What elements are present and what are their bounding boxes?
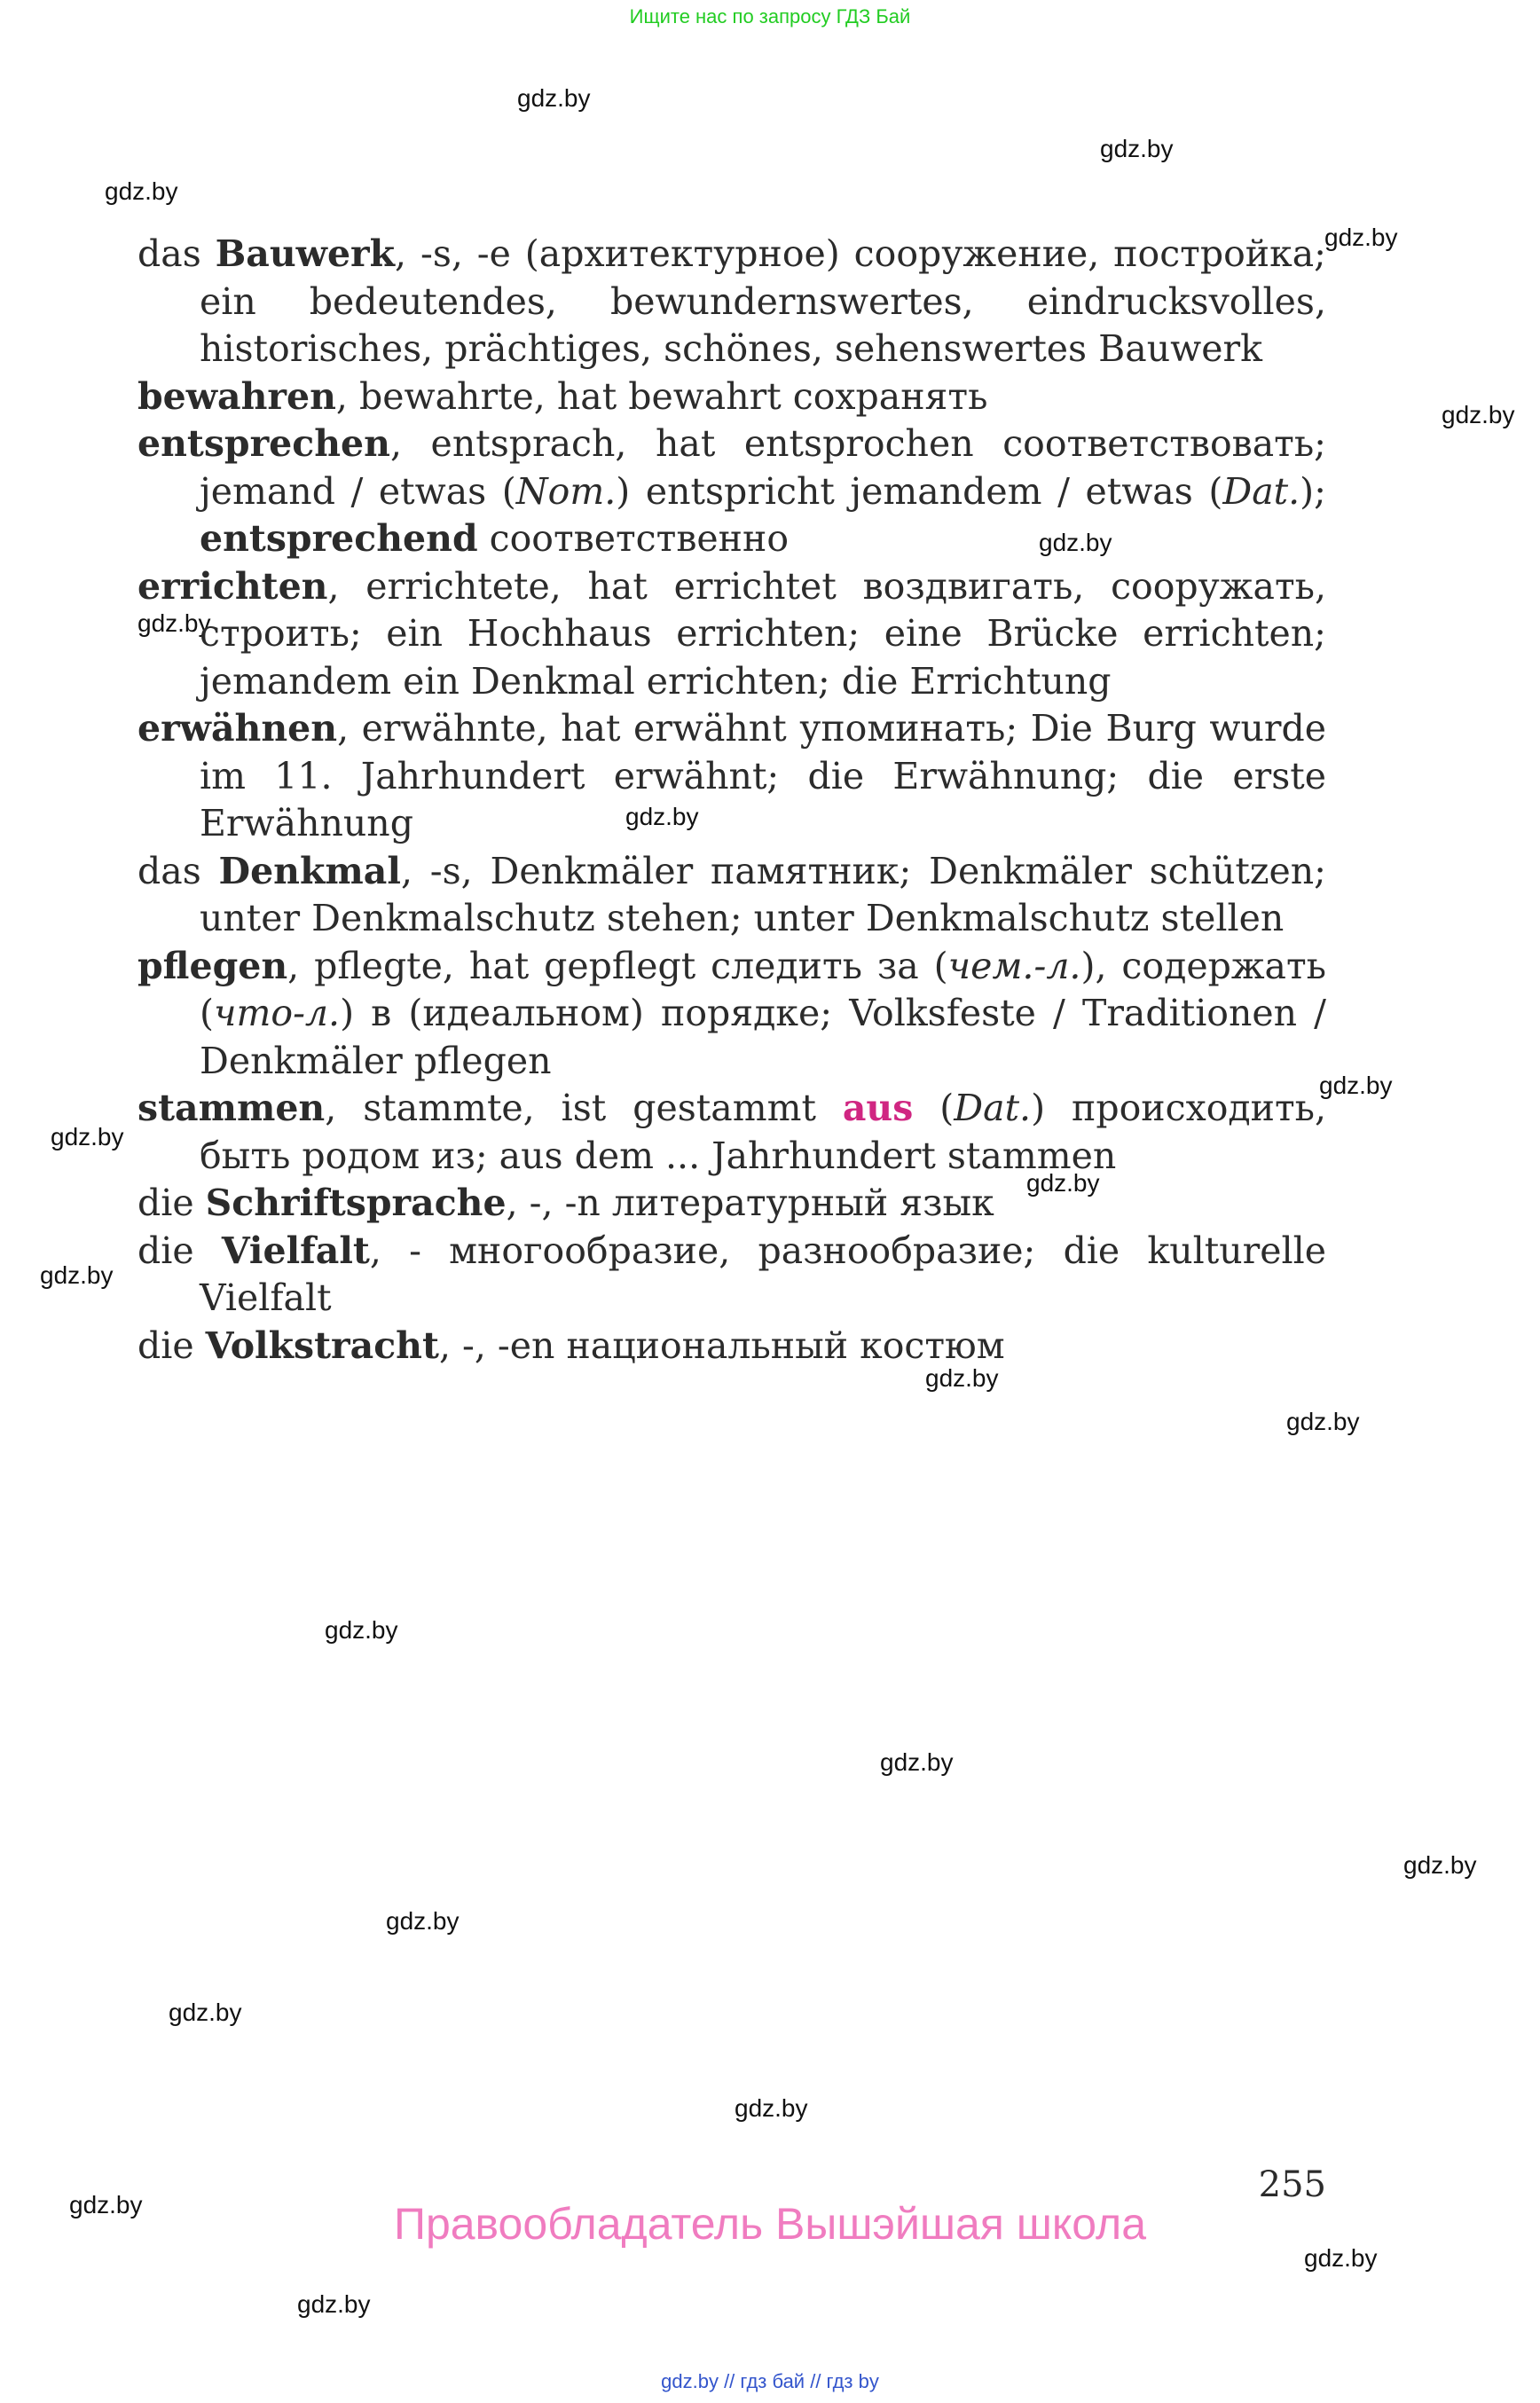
entry-text: , - многообразие, разнообразие; die kulturelle Vielfalt — [200, 1229, 1326, 1319]
entry-text: ) entspricht jemandem / etwas ( — [616, 469, 1223, 513]
entry-text: соответственно — [477, 517, 790, 560]
entry-text: das — [138, 232, 216, 275]
vocabulary-entry — [138, 943, 1326, 1086]
headword: stammen — [138, 1087, 326, 1129]
vocabulary-entry — [138, 231, 1326, 373]
headword: entsprechen — [138, 422, 390, 465]
headword: Vielfalt — [221, 1229, 370, 1272]
grammar-note: что-л. — [214, 992, 341, 1034]
watermark-text: gdz.by — [40, 1261, 114, 1289]
entry-text: , erwähnte, hat erwähnt упоминать; Die Burg wurde im 11. Jahrhundert erwähnt; die Erwähnung; die erste Erwähnung — [200, 707, 1326, 844]
vocabulary-entry — [138, 1085, 1326, 1180]
entry-text: ), содержать ( — [200, 944, 1326, 1034]
watermark-text: gdz.by — [1304, 2244, 1378, 2272]
watermark-text: gdz.by — [297, 2290, 371, 2318]
watermark-text: gdz.by — [1100, 135, 1174, 162]
vocabulary-entry — [138, 1228, 1326, 1323]
entry-text: ( — [913, 1087, 955, 1129]
entry-text: die — [138, 1229, 222, 1272]
watermark-text: gdz.by — [105, 177, 178, 205]
headword: errichten — [138, 564, 328, 608]
entry-text: , entsprach, hat entsprochen соответствовать; jemand / etwas ( — [200, 422, 1326, 513]
watermark-text: gdz.by — [1319, 1072, 1393, 1099]
grammar-note: Dat. — [1222, 469, 1300, 513]
entry-text: ) происходить, быть родом из; aus dem ... Jahrhundert stammen — [200, 1087, 1326, 1177]
headword: pflegen — [138, 944, 288, 987]
vocabulary-entry — [138, 563, 1326, 706]
watermark-text: gdz.by — [1026, 1169, 1100, 1197]
entry-text: das — [138, 849, 219, 892]
vocabulary-entry — [138, 1323, 1326, 1370]
watermark-text: gdz.by — [625, 803, 699, 830]
watermark-text: gdz.by — [386, 1907, 460, 1935]
vocabulary-list — [138, 231, 1326, 1370]
rights-holder-notice: Правообладатель Вышэйшая школа — [394, 2199, 1146, 2249]
headword: Schriftsprache — [205, 1182, 507, 1224]
entry-text: die — [138, 1182, 206, 1224]
headword: Volkstracht — [205, 1323, 439, 1367]
headword: bewahren — [138, 374, 336, 418]
watermark-text: gdz.by — [1403, 1851, 1477, 1879]
headword: Bauwerk — [215, 232, 396, 275]
watermark-text: gdz.by — [1039, 529, 1112, 556]
entry-text: , -, -n литературный язык — [506, 1182, 994, 1224]
entry-text: , -s, -e (архитектурное) сооружение, постройка; ein bedeutendes, bewundernswertes, eindrucksvolles, historisches, prächtiges, schönes, sehenswertes Bauwerk — [200, 232, 1326, 370]
vocabulary-entry — [138, 705, 1326, 848]
entry-text: , stammte, ist gestammt — [325, 1087, 843, 1129]
entry-text: , -, -en национальный костюм — [438, 1323, 1005, 1367]
grammar-note: чем.-л. — [947, 944, 1081, 987]
watermark-text: gdz.by — [925, 1364, 999, 1392]
page-number: 255 — [1258, 2164, 1326, 2205]
entry-text: die — [138, 1323, 206, 1367]
entry-text: ) в (идеальном) порядке; Volksfeste / Traditionen / Denkmäler pflegen — [200, 992, 1326, 1082]
grammar-note: Nom. — [515, 469, 617, 513]
entry-text: , bewahrte, hat bewahrt сохранять — [335, 374, 988, 418]
preposition-highlight: aus — [842, 1087, 914, 1129]
watermark-text: gdz.by — [517, 84, 591, 112]
watermark-text: gdz.by — [1286, 1408, 1360, 1435]
grammar-note: Dat. — [954, 1087, 1032, 1129]
watermark-text: gdz.by — [735, 2094, 808, 2122]
entry-text: , -s, Denkmäler памятник; Denkmäler schützen; unter Denkmalschutz stehen; unter Denkmalschutz stellen — [200, 849, 1326, 939]
vocabulary-entry — [138, 1180, 1326, 1228]
headword: Denkmal — [218, 849, 401, 892]
headword: erwähnen — [138, 707, 338, 750]
watermark-text: gdz.by — [169, 1999, 242, 2026]
entry-text: , errichtete, hat errichtet воздвигать, сооружать, строить; ein Hochhaus errichten; eine Brücke errichten; jemandem ein Denkmal errichten; die Errichtung — [200, 564, 1326, 703]
vocabulary-entry — [138, 373, 1326, 421]
watermark-text: gdz.by — [69, 2191, 143, 2218]
footer-links: gdz.by // гдз бай // гдз by — [661, 2370, 879, 2392]
watermark-text: gdz.by — [138, 609, 211, 637]
watermark-text: gdz.by — [51, 1123, 124, 1150]
entry-text: , pflegte, hat gepflegt следить за ( — [287, 944, 948, 987]
vocabulary-entry — [138, 848, 1326, 943]
top-banner: Ищите нас по запросу ГДЗ Бай — [629, 5, 911, 27]
headword: entsprechend — [200, 517, 478, 560]
watermark-text: gdz.by — [1324, 224, 1398, 251]
entry-text: ); — [1300, 469, 1326, 513]
vocabulary-entry — [138, 420, 1326, 563]
watermark-text: gdz.by — [880, 1748, 954, 1776]
watermark-text: gdz.by — [1442, 401, 1515, 428]
watermark-text: gdz.by — [325, 1616, 398, 1644]
